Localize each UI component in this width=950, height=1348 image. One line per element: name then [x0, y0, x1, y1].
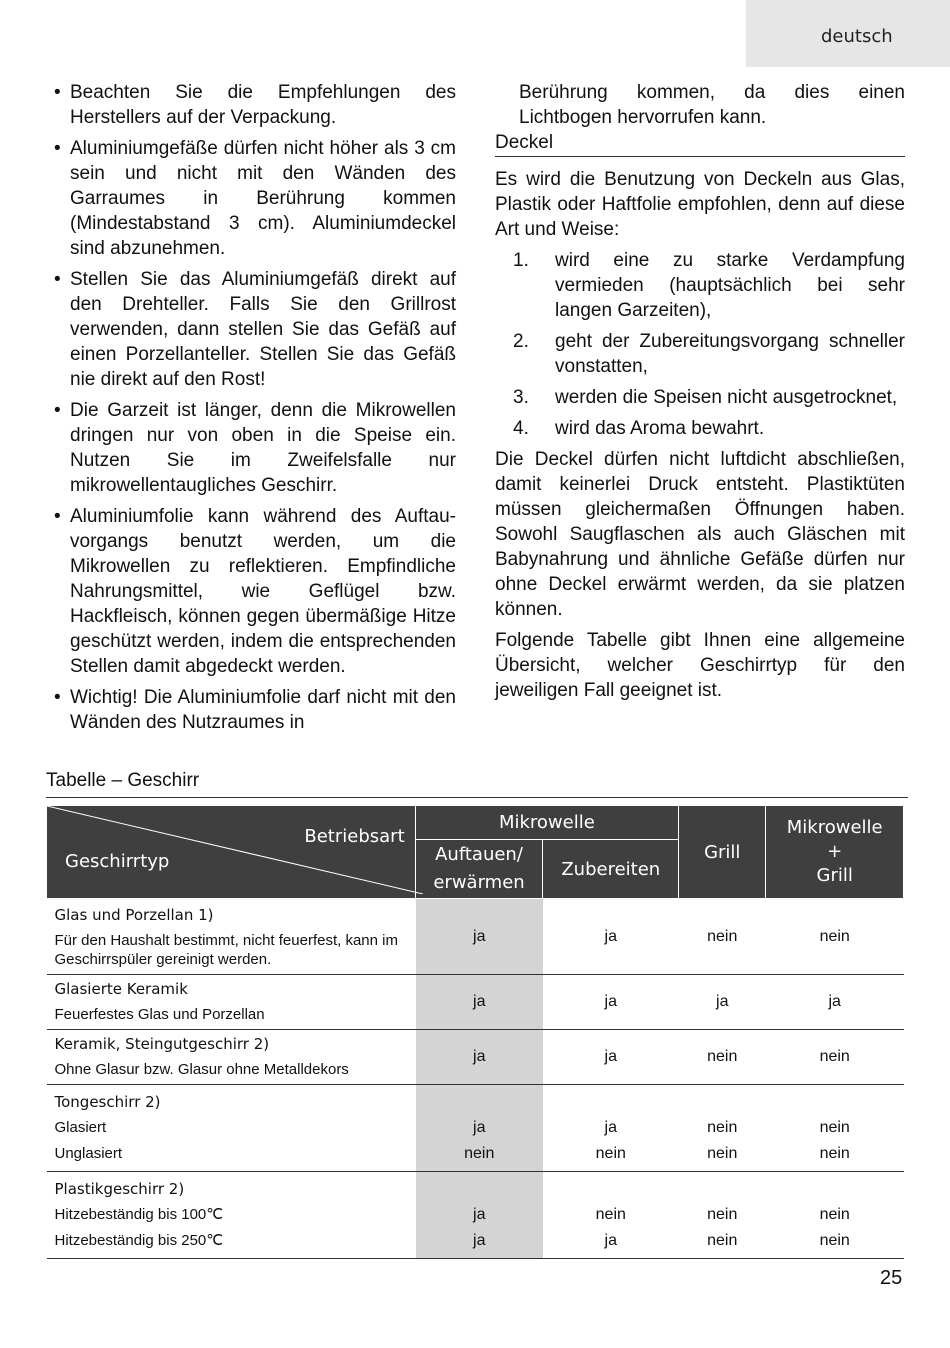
- row-group-title: Tongeschirr 2): [54, 1093, 161, 1111]
- list-item: 4. wird das Aroma bewahrt.: [513, 418, 765, 439]
- list-item: 1. wird eine zu starke Verdampfung vermieden (hauptsächlich bei sehr langen Garzeiten),: [513, 250, 905, 321]
- continued-text: Berührung kommen, da dies einen Lichtbogen hervorrufen kann.: [519, 82, 905, 128]
- cell-grill: ja: [679, 975, 766, 1030]
- cell-prepare: ja: [543, 899, 679, 975]
- section-heading-deckel: Deckel: [495, 130, 905, 157]
- page-number: 25: [880, 1267, 903, 1289]
- row-description: Ohne Glasur bzw. Glasur ohne Metalldekors: [54, 1061, 349, 1078]
- table-title: Tabelle – Geschirr: [46, 768, 908, 798]
- header-grill: Grill: [679, 806, 766, 899]
- right-column: [495, 80, 905, 709]
- row-subtype: Hitzebeständig bis 100℃: [54, 1206, 224, 1223]
- list-item: • Wichtig! Die Aluminiumfolie darf nicht mit den Wänden des Nutzraumes in: [54, 687, 456, 733]
- table-row: [47, 1085, 904, 1172]
- header-combo: Mikrowelle + Grill: [766, 806, 904, 899]
- language-tab: [746, 0, 950, 67]
- bullet-icon: •: [54, 687, 61, 708]
- list-item: • Stellen Sie das Aluminiumgefäß direkt auf den Drehteller. Falls Sie den Grillrost verwenden, dann stellen Sie das Gefäß auf einen Porzellanteller. Stellen Sie das Gefäß nie direkt auf den Rost!: [54, 269, 456, 390]
- bullet-icon: •: [54, 506, 61, 527]
- list-item: • Beachten Sie die Empfehlungen des Herstellers auf der Verpackung.: [54, 82, 456, 128]
- cell-defrost: ja: [415, 1030, 543, 1085]
- cookware-table: [46, 805, 904, 1259]
- table-row: [47, 1030, 904, 1085]
- bullet-icon: •: [54, 269, 61, 290]
- list-item: 3. werden die Speisen nicht ausgetrocknet,: [513, 387, 898, 408]
- lid-paragraph: Die Deckel dürfen nicht luftdicht abschließen, damit keinerlei Druck entsteht. Plastiktüten müssen gleichermaßen Öffnungen haben. Sowohl Saugflaschen als auch Gläschen mit Babynahrung und ähnliche Gefäße dürfen nur ohne Deckel erwärmt werden, da sie platzen können.: [495, 449, 905, 620]
- header-corner-cell: [47, 806, 416, 899]
- cell-defrost: ja ja: [415, 1172, 543, 1259]
- row-subtype: Hitzebeständig bis 250℃: [54, 1232, 224, 1249]
- cell-grill: nein: [679, 1030, 766, 1085]
- cell-combo: nein: [766, 1030, 904, 1085]
- header-mode: Betriebsart: [304, 826, 405, 847]
- row-subtype: Unglasiert: [54, 1145, 123, 1162]
- cell-grill: nein nein: [679, 1085, 766, 1172]
- cell-defrost: ja: [415, 975, 543, 1030]
- numbered-list: [495, 248, 905, 441]
- bullet-list: [46, 80, 456, 735]
- cell-prepare: ja nein: [543, 1085, 679, 1172]
- row-group-title: Glasierte Keramik: [54, 980, 188, 998]
- header-prepare: Zubereiten: [543, 840, 679, 899]
- cell-prepare: ja: [543, 1030, 679, 1085]
- table-row: [47, 975, 904, 1030]
- header-microwave: Mikrowelle: [415, 806, 679, 840]
- row-group-title: Glas und Porzellan 1): [54, 905, 214, 924]
- row-subtype: Glasiert: [54, 1119, 107, 1136]
- cell-prepare: nein ja: [543, 1172, 679, 1259]
- table-row: [47, 899, 904, 975]
- list-item: • Die Garzeit ist länger, denn die Mikrowellen dringen nur von oben in die Speise ein. Nutzen Sie im Zweifelsfalle nur mikrowellentaugliches Geschirr.: [54, 400, 456, 496]
- cell-grill: nein: [679, 899, 766, 975]
- table-row: [47, 1172, 904, 1259]
- header-defrost: Auftauen/ erwärmen: [415, 840, 543, 899]
- left-column: [46, 80, 456, 741]
- cell-defrost: ja nein: [415, 1085, 543, 1172]
- header-type: Geschirrtyp: [65, 851, 170, 872]
- bullet-icon: •: [54, 82, 61, 103]
- cell-combo: nein nein: [766, 1085, 904, 1172]
- intro-paragraph: Es wird die Benutzung von Deckeln aus Glas, Plastik oder Haftfolie empfohlen, denn auf diese Art und Weise:: [495, 169, 905, 240]
- list-item: • Aluminiumgefäße dürfen nicht höher als 3 cm sein und nicht mit den Wänden des Garraumes in Berührung kommen (Mindestabstand 3 cm). Aluminiumdeckel sind abzunehmen.: [54, 138, 456, 259]
- cell-defrost: ja: [415, 899, 543, 975]
- cell-prepare: ja: [543, 975, 679, 1030]
- cell-combo: nein nein: [766, 1172, 904, 1259]
- bullet-icon: •: [54, 400, 61, 421]
- list-item: 2. geht der Zubereitungsvorgang schneller vonstatten,: [513, 331, 905, 377]
- row-group-title: Keramik, Steingutgeschirr 2): [54, 1035, 270, 1053]
- cell-combo: ja: [766, 975, 904, 1030]
- list-item: • Aluminiumfolie kann während des Auftauvorgangs benutzt werden, um die Mikrowellen zu reflektieren. Empfindliche Nahrungsmittel, wie Geflügel bzw. Hackfleisch, können gegen übermäßige Hitze geschützt werden, indem die entsprechenden Stellen damit abgedeckt werden.: [54, 506, 456, 677]
- bullet-icon: •: [54, 138, 61, 159]
- cell-combo: nein: [766, 899, 904, 975]
- table-intro-paragraph: Folgende Tabelle gibt Ihnen eine allgemeine Übersicht, welcher Geschirrtyp für den jeweiligen Fall geeignet ist.: [495, 630, 905, 701]
- row-description: Für den Haushalt bestimmt, nicht feuerfest, kann im Geschirrspüler gereinigt werden.: [54, 931, 398, 968]
- diagonal-line: [47, 806, 423, 894]
- row-group-title: Plastikgeschirr 2): [54, 1180, 185, 1198]
- row-description: Feuerfestes Glas und Porzellan: [54, 1006, 265, 1023]
- language-label: deutsch: [821, 26, 893, 47]
- cell-grill: nein nein: [679, 1172, 766, 1259]
